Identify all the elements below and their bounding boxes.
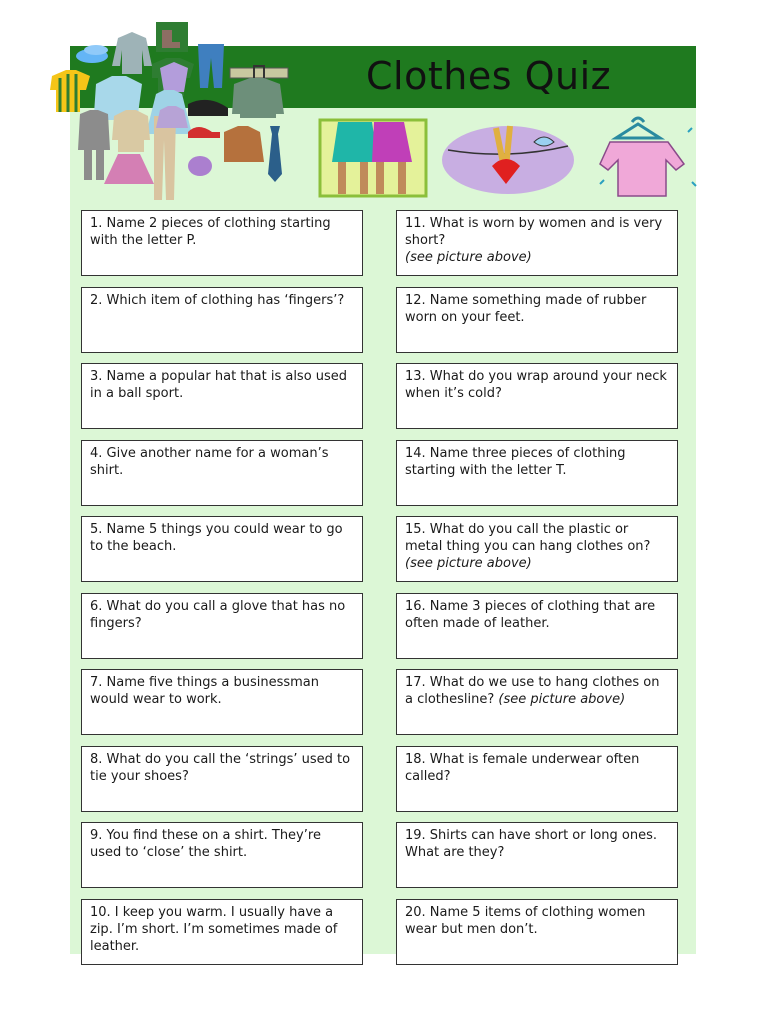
question-card [81,669,363,735]
question-text: 10. I keep you warm. I usually have a zip. I’m short. I’m sometimes made of leather. [90,905,338,954]
question-text: 12. Name something made of rubber worn on your feet. [405,293,647,325]
question-card [396,593,678,659]
question-text: 17. What do we use to hang clothes on a clothesline? [405,675,660,707]
clothes-collage-icon [48,22,298,212]
question-note: (see picture above) [405,556,532,571]
question-text: 11. What is worn by women and is very short? [405,216,663,248]
question-note: (see picture above) [405,250,532,265]
question-card [396,516,678,582]
question-text: 18. What is female underwear often called? [405,752,640,784]
question-card [81,287,363,353]
question-card [396,210,678,276]
question-text: 9. You find these on a shirt. They’re used to ‘close’ the shirt. [90,828,321,860]
question-text: 4. Give another name for a woman’s shirt. [90,446,329,478]
question-text: 5. Name 5 things you could wear to go to the beach. [90,522,343,554]
question-text: 1. Name 2 pieces of clothing starting with the letter P. [90,216,331,248]
question-card [396,287,678,353]
question-card [81,822,363,888]
question-card [396,899,678,965]
skirts-icon [318,118,428,198]
question-text: 8. What do you call the ‘strings’ used to tie your shoes? [90,752,351,784]
question-text: 2. Which item of clothing has ‘fingers’? [90,293,345,308]
question-text: 6. What do you call a glove that has no fingers? [90,599,346,631]
question-note: (see picture above) [498,692,626,707]
question-text: 20. Name 5 items of clothing women wear but men don’t. [405,905,646,937]
question-text: 7. Name five things a businessman would wear to work. [90,675,320,707]
question-card [81,593,363,659]
question-card [396,669,678,735]
question-card [396,822,678,888]
question-card [81,899,363,965]
question-card [81,363,363,429]
question-text: 14. Name three pieces of clothing starting with the letter T. [405,446,626,478]
question-text: 13. What do you wrap around your neck when it’s cold? [405,369,667,401]
question-text: 19. Shirts can have short or long ones. What are they? [405,828,658,860]
question-card [396,440,678,506]
question-text: 16. Name 3 pieces of clothing that are often made of leather. [405,599,656,631]
question-text: 15. What do you call the plastic or metal thing you can hang clothes on? [405,522,651,554]
question-card [81,516,363,582]
question-text: 3. Name a popular hat that is also used in a ball sport. [90,369,348,401]
question-card [81,746,363,812]
question-card [81,210,363,276]
question-card [396,363,678,429]
question-card [81,440,363,506]
sweater-hanger-icon [592,112,704,204]
question-card [396,746,678,812]
clothes-pegs-icon [438,118,578,198]
page-title: Clothes Quiz [366,54,612,98]
